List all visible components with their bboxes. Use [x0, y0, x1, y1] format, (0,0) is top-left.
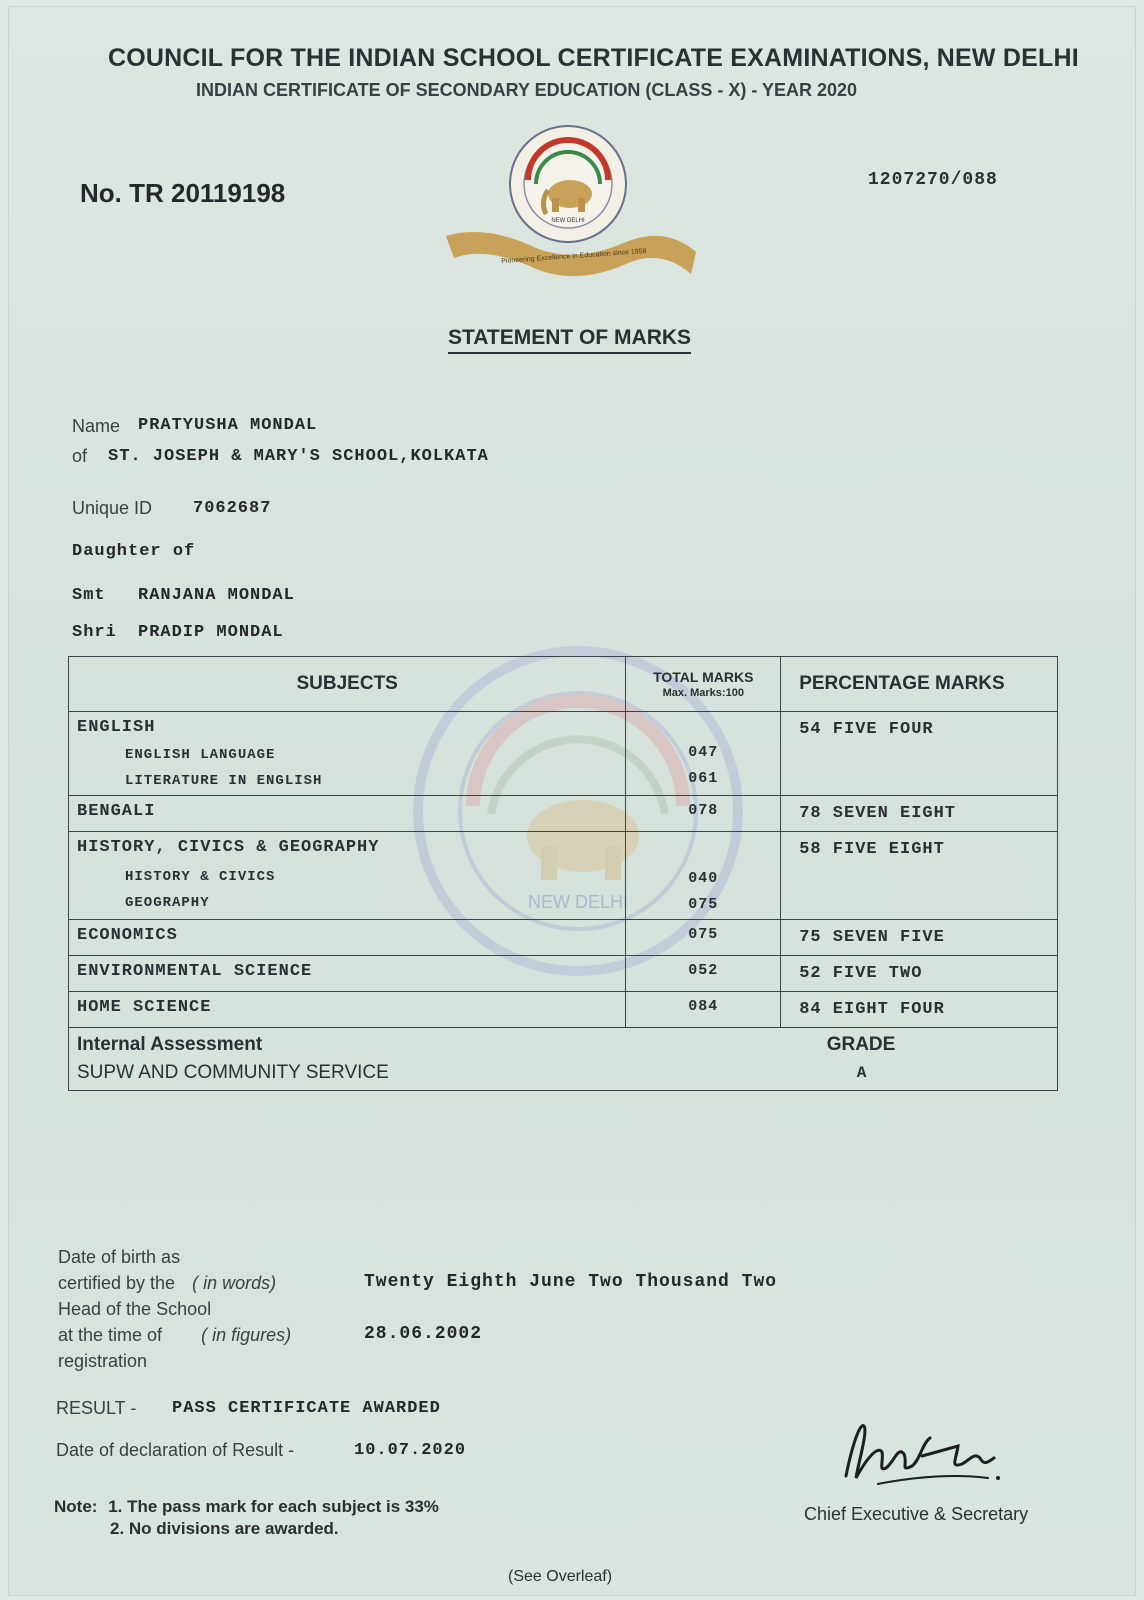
- percentage-header: PERCENTAGE MARKS: [781, 657, 1058, 712]
- subject-name: HISTORY, CIVICS & GEOGRAPHY: [77, 838, 380, 857]
- subject-percentage: 52 FIVE TWO: [781, 956, 1058, 992]
- subject-mark: 061: [688, 770, 719, 787]
- subject-name: ENGLISH: [77, 718, 156, 737]
- subject-name: HOME SCIENCE: [69, 992, 626, 1028]
- subject-mark: 052: [626, 956, 781, 992]
- daughter-of-label: Daughter of: [72, 542, 196, 561]
- subject-percentage: 84 EIGHT FOUR: [781, 992, 1058, 1028]
- declaration-label: Date of declaration of Result -: [56, 1440, 295, 1460]
- svg-text:NEW DELHI: NEW DELHI: [527, 892, 629, 912]
- uid-value: 7062687: [193, 499, 272, 518]
- subject-mark: 084: [626, 992, 781, 1028]
- subject-mark: 040: [688, 870, 719, 887]
- result-value: PASS CERTIFICATE AWARDED: [172, 1399, 441, 1418]
- result-label: RESULT -: [56, 1398, 137, 1418]
- student-name: PRATYUSHA MONDAL: [138, 416, 318, 435]
- total-marks-header: [626, 657, 781, 712]
- in-figures-label: ( in figures): [201, 1325, 292, 1345]
- subject-percentage: 75 SEVEN FIVE: [781, 920, 1058, 956]
- sub-subject-name: HISTORY & CIVICS: [125, 869, 276, 885]
- declaration-date: 10.07.2020: [354, 1441, 467, 1460]
- ia-subject-name: SUPW AND COMMUNITY SERVICE: [77, 1062, 389, 1083]
- school-name: ST. JOSEPH & MARY'S SCHOOL,KOLKATA: [108, 447, 489, 466]
- notes: [54, 1496, 439, 1540]
- mother-prefix: Smt: [72, 586, 106, 605]
- subject-mark: 075: [688, 896, 719, 913]
- father-prefix: Shri: [72, 623, 117, 642]
- table-row: [69, 992, 1058, 1028]
- table-row: [69, 796, 1058, 832]
- dob-label-line: registration: [58, 1351, 148, 1371]
- subject-mark: 075: [626, 920, 781, 956]
- table-row: [69, 920, 1058, 956]
- page-title: STATEMENT OF MARKS: [448, 326, 691, 354]
- signature-icon: [838, 1416, 1008, 1492]
- subject-name: ENVIRONMENTAL SCIENCE: [69, 956, 626, 992]
- table-row: [69, 832, 1058, 920]
- marks-table: [68, 656, 1058, 1091]
- father-name: PRADIP MONDAL: [138, 623, 284, 642]
- dob-label: [58, 1244, 291, 1374]
- subject-percentage: 78 SEVEN EIGHT: [781, 796, 1058, 832]
- grade-value: A: [856, 1064, 868, 1082]
- dob-words: Twenty Eighth June Two Thousand Two: [364, 1272, 778, 1292]
- marksheet: [8, 6, 1136, 1596]
- mother-name: RANJANA MONDAL: [138, 586, 295, 605]
- table-row: [69, 712, 1058, 796]
- dob-label-line: Date of birth as: [58, 1247, 181, 1267]
- internal-assessment-row: [69, 1028, 1058, 1091]
- subject-name: ECONOMICS: [69, 920, 626, 956]
- subject-percentage: 58 FIVE EIGHT: [781, 832, 1058, 920]
- sub-subject-name: LITERATURE IN ENGLISH: [125, 773, 323, 789]
- dob-figures: 28.06.2002: [364, 1324, 483, 1344]
- note-1: 1. The pass mark for each subject is 33%: [108, 1497, 439, 1516]
- certificate-number: No. TR 20119198: [80, 178, 286, 208]
- subject-mark: 078: [626, 796, 781, 832]
- note-label: Note:: [54, 1497, 98, 1516]
- signatory-title: Chief Executive & Secretary: [804, 1504, 1029, 1524]
- svg-text:NEW DELHI: NEW DELHI: [551, 218, 585, 224]
- dob-label-line: at the time of: [58, 1325, 163, 1345]
- table-row: [69, 956, 1058, 992]
- max-marks-label: Max. Marks:100: [662, 687, 744, 699]
- of-label: of: [72, 446, 88, 466]
- see-overleaf: (See Overleaf): [508, 1568, 613, 1585]
- subject-name: BENGALI: [69, 796, 626, 832]
- subjects-header: SUBJECTS: [69, 657, 626, 712]
- in-words-label: ( in words): [192, 1273, 277, 1293]
- council-logo-icon: [446, 124, 706, 284]
- dob-label-line: Head of the School: [58, 1299, 212, 1319]
- sub-subject-name: GEOGRAPHY: [125, 895, 210, 911]
- dob-label-line: certified by the: [58, 1273, 176, 1293]
- name-label: Name: [72, 416, 121, 436]
- sub-subject-name: ENGLISH LANGUAGE: [125, 747, 276, 763]
- grade-label: GRADE: [826, 1034, 896, 1055]
- total-marks-header-label: TOTAL MARKS: [653, 669, 754, 685]
- subject-mark: 047: [688, 744, 719, 761]
- council-name: COUNCIL FOR THE INDIAN SCHOOL CERTIFICATE EXAMINATIONS, NEW DELHI: [108, 44, 1079, 72]
- note-2: 2. No divisions are awarded.: [110, 1519, 339, 1538]
- reference-number: 1207270/088: [868, 170, 998, 190]
- uid-label: Unique ID: [72, 498, 153, 518]
- internal-assessment-label: Internal Assessment: [77, 1034, 263, 1055]
- svg-text:Pioneering Excellence in Educa: Pioneering Excellence in Education since 1958: [501, 247, 647, 266]
- table-header-row: [69, 657, 1058, 712]
- subject-percentage: 54 FIVE FOUR: [781, 712, 1058, 796]
- exam-name: INDIAN CERTIFICATE OF SECONDARY EDUCATION (CLASS - X) - YEAR 2020: [196, 80, 858, 100]
